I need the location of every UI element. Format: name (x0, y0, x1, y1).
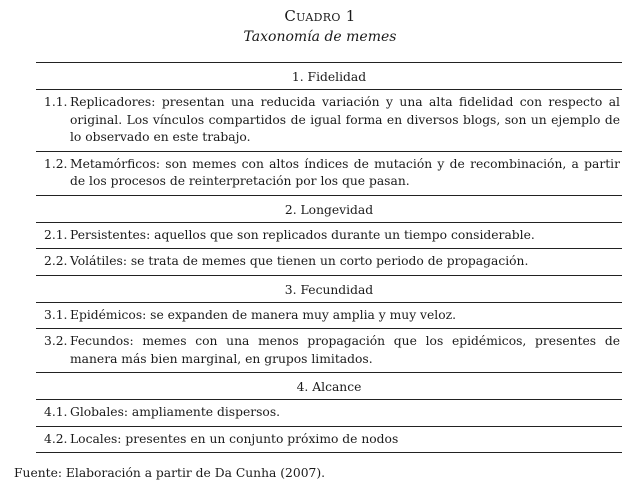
table-caption (0, 6, 640, 48)
taxonomy-table (36, 62, 622, 453)
section-header-fecundity: 3. Fecundidad (36, 276, 622, 303)
item-text: Metamórficos: son memes con altos índices de mutación y de recombinación, a partir de los procesos de reinterpretación por los que pasan. (70, 156, 620, 188)
item-number: 2.1. (44, 227, 68, 242)
item-number: 1.1. (44, 95, 68, 109)
section-header-reach: 4. Alcance (36, 373, 622, 400)
item-text: Locales: presentes en un conjunto próximo de nodos (70, 431, 399, 446)
item-number: 3.2. (44, 334, 68, 348)
table-row (36, 400, 622, 427)
item-text: Fecundos: memes con una menos propagación que los epidémicos, presentes de manera más bien marginal, en grupos limitados. (70, 334, 620, 366)
source-note: Fuente: Elaboración a partir de Da Cunha (2007). (14, 466, 326, 480)
item-number: 3.1. (44, 307, 68, 322)
table-row (36, 303, 622, 330)
item-text: Globales: ampliamente dispersos. (70, 405, 281, 419)
item-text: Persistentes: aquellos que son replicados durante un tiempo considerable. (70, 227, 535, 242)
item-number: 1.2. (44, 156, 68, 171)
table-title: Taxonomía de memes (243, 29, 397, 45)
table-row (36, 329, 622, 373)
section-header-longevity: 2. Longevidad (36, 196, 622, 223)
item-text: Replicadores: presentan una reducida variación y una alta fidelidad con respecto al original. Los vínculos compartidos de igual forma en diversos blogs, son un ejemplo de lo observado en este trabajo. (70, 95, 620, 144)
item-number: 4.2. (44, 431, 68, 446)
table-row (36, 223, 622, 250)
item-number: 4.1. (44, 405, 68, 419)
section-header-fidelity: 1. Fidelidad (36, 63, 622, 90)
table-label: Cuadro 1 (284, 7, 356, 25)
item-number: 2.2. (44, 254, 68, 268)
table-row (36, 90, 622, 152)
item-text: Volátiles: se trata de memes que tienen un corto periodo de propagación. (70, 254, 529, 268)
table-row (36, 427, 622, 454)
item-text: Epidémicos: se expanden de manera muy amplia y muy veloz. (70, 307, 456, 322)
table-row (36, 249, 622, 276)
table-row (36, 152, 622, 196)
